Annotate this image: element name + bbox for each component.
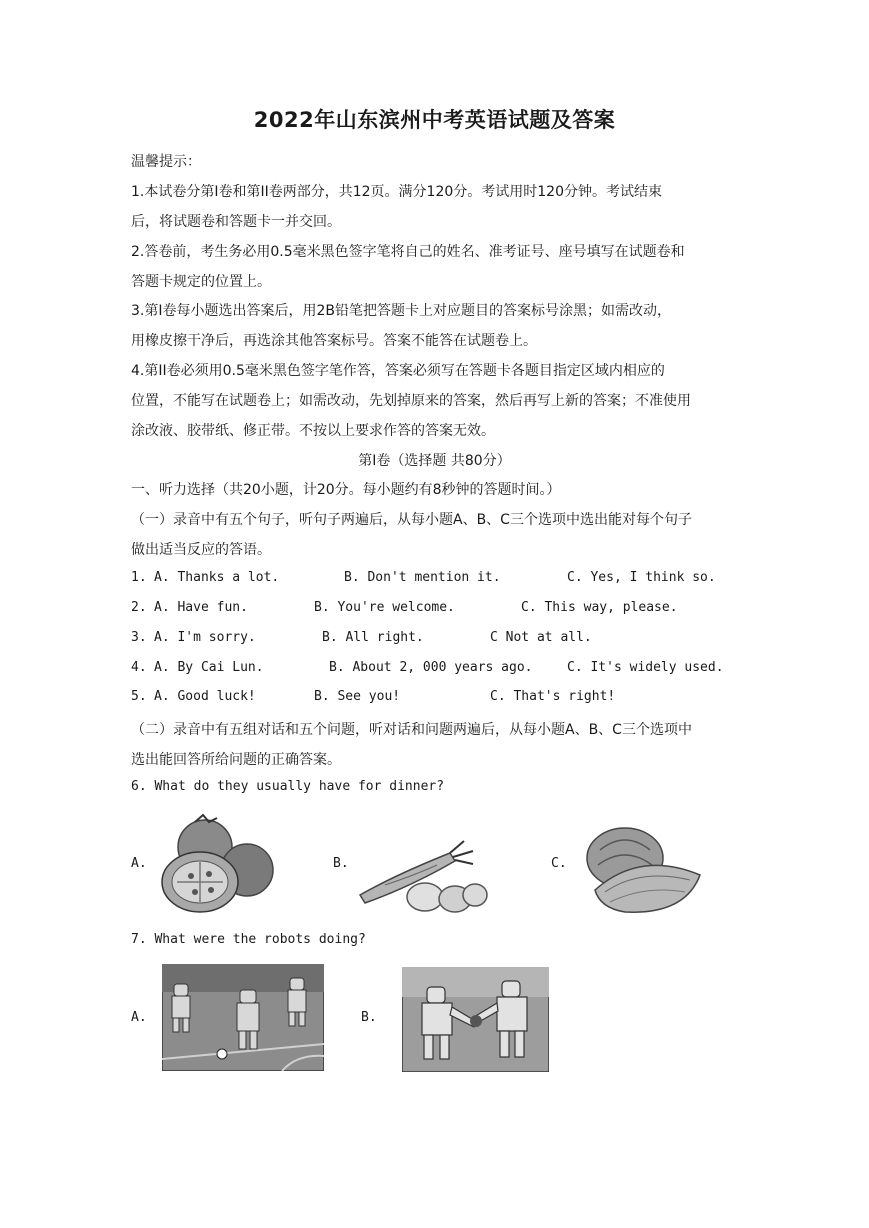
tips-line: 3.第Ⅰ卷每小题选出答案后，用2B铅笔把答题卡上对应题目的答案标号涂黑；如需改动， [131, 303, 671, 319]
volume-heading: 第Ⅰ卷（选择题 共80分） [358, 453, 511, 469]
section-heading: 一、听力选择（共20小题，计20分。每小题约有8秒钟的答题时间。） [131, 482, 561, 498]
page-title: 2022年山东滨州中考英语试题及答案 [253, 108, 616, 132]
tips-line: 后，将试题卷和答题卡一并交回。 [131, 214, 341, 230]
question-number: 5. [131, 689, 147, 704]
option-b: B. Don't mention it. [344, 570, 501, 585]
option-a: A. By Cai Lun. [154, 660, 264, 675]
option-b: B. See you! [314, 689, 401, 704]
option-a: A. Good luck! [154, 689, 256, 704]
part-instruction: 做出适当反应的答语。 [131, 542, 271, 558]
option-c: C Not at all. [490, 630, 592, 645]
part-instruction: 选出能回答所给问题的正确答案。 [131, 752, 341, 768]
question-number: 1. [131, 570, 147, 585]
tips-line: 2.答卷前，考生务必用0.5毫米黑色签字笔将自己的姓名、准考证号、座号填写在试题卷和 [131, 244, 685, 260]
carrot-image[interactable] [355, 835, 490, 917]
q6-label-c: C. [551, 856, 567, 871]
question-7-text: 7. What were the robots doing? [131, 932, 366, 947]
tips-line: 4.第II卷必须用0.5毫米黑色签字笔作答，答案必须写在答题卡各题目指定区域内相应的 [131, 363, 665, 379]
tomato-image[interactable] [155, 812, 280, 917]
option-c: C. It's widely used. [567, 660, 724, 675]
q7-label-a: A. [131, 1010, 147, 1025]
part-instruction: （二）录音中有五组对话和五个问题，听对话和问题两遍后，从每小题A、B、C三个选项中 [131, 722, 692, 738]
part-instruction: （一）录音中有五个句子，听句子两遍后，从每小题A、B、C三个选项中选出能对每个句子 [131, 512, 692, 528]
robots-fighting-image[interactable] [402, 967, 549, 1072]
question-number: 2. [131, 600, 147, 615]
option-c: C. Yes, I think so. [567, 570, 716, 585]
question-number: 3. [131, 630, 147, 645]
option-a: A. Thanks a lot. [154, 570, 280, 585]
robots-soccer-image[interactable] [162, 964, 324, 1071]
option-b: B. You're welcome. [314, 600, 455, 615]
tips-line: 位置，不能写在试题卷上；如需改动，先划掉原来的答案，然后再写上新的答案；不准使用 [131, 393, 691, 409]
question-6-text: 6. What do they usually have for dinner? [131, 779, 445, 794]
tips-line: 1.本试卷分第Ⅰ卷和第II卷两部分，共12页。满分120分。考试用时120分钟。考试结束 [131, 184, 663, 200]
question-number: 4. [131, 660, 147, 675]
q6-label-b: B. [333, 856, 349, 871]
option-b: B. All right. [322, 630, 424, 645]
option-b: B. About 2, 000 years ago. [329, 660, 533, 675]
tips-line: 涂改液、胶带纸、修正带。不按以上要求作答的答案无效。 [131, 423, 495, 439]
tips-line: 用橡皮擦干净后，再选涂其他答案标号。答案不能答在试题卷上。 [131, 333, 537, 349]
q6-label-a: A. [131, 856, 147, 871]
dumpling-image[interactable] [580, 820, 710, 920]
tips-line: 答题卡规定的位置上。 [131, 274, 271, 290]
option-a: A. Have fun. [154, 600, 248, 615]
option-c: C. This way, please. [521, 600, 678, 615]
option-c: C. That's right! [490, 689, 616, 704]
tips-heading: 温馨提示： [131, 154, 201, 170]
option-a: A. I'm sorry. [154, 630, 256, 645]
q7-label-b: B. [361, 1010, 377, 1025]
